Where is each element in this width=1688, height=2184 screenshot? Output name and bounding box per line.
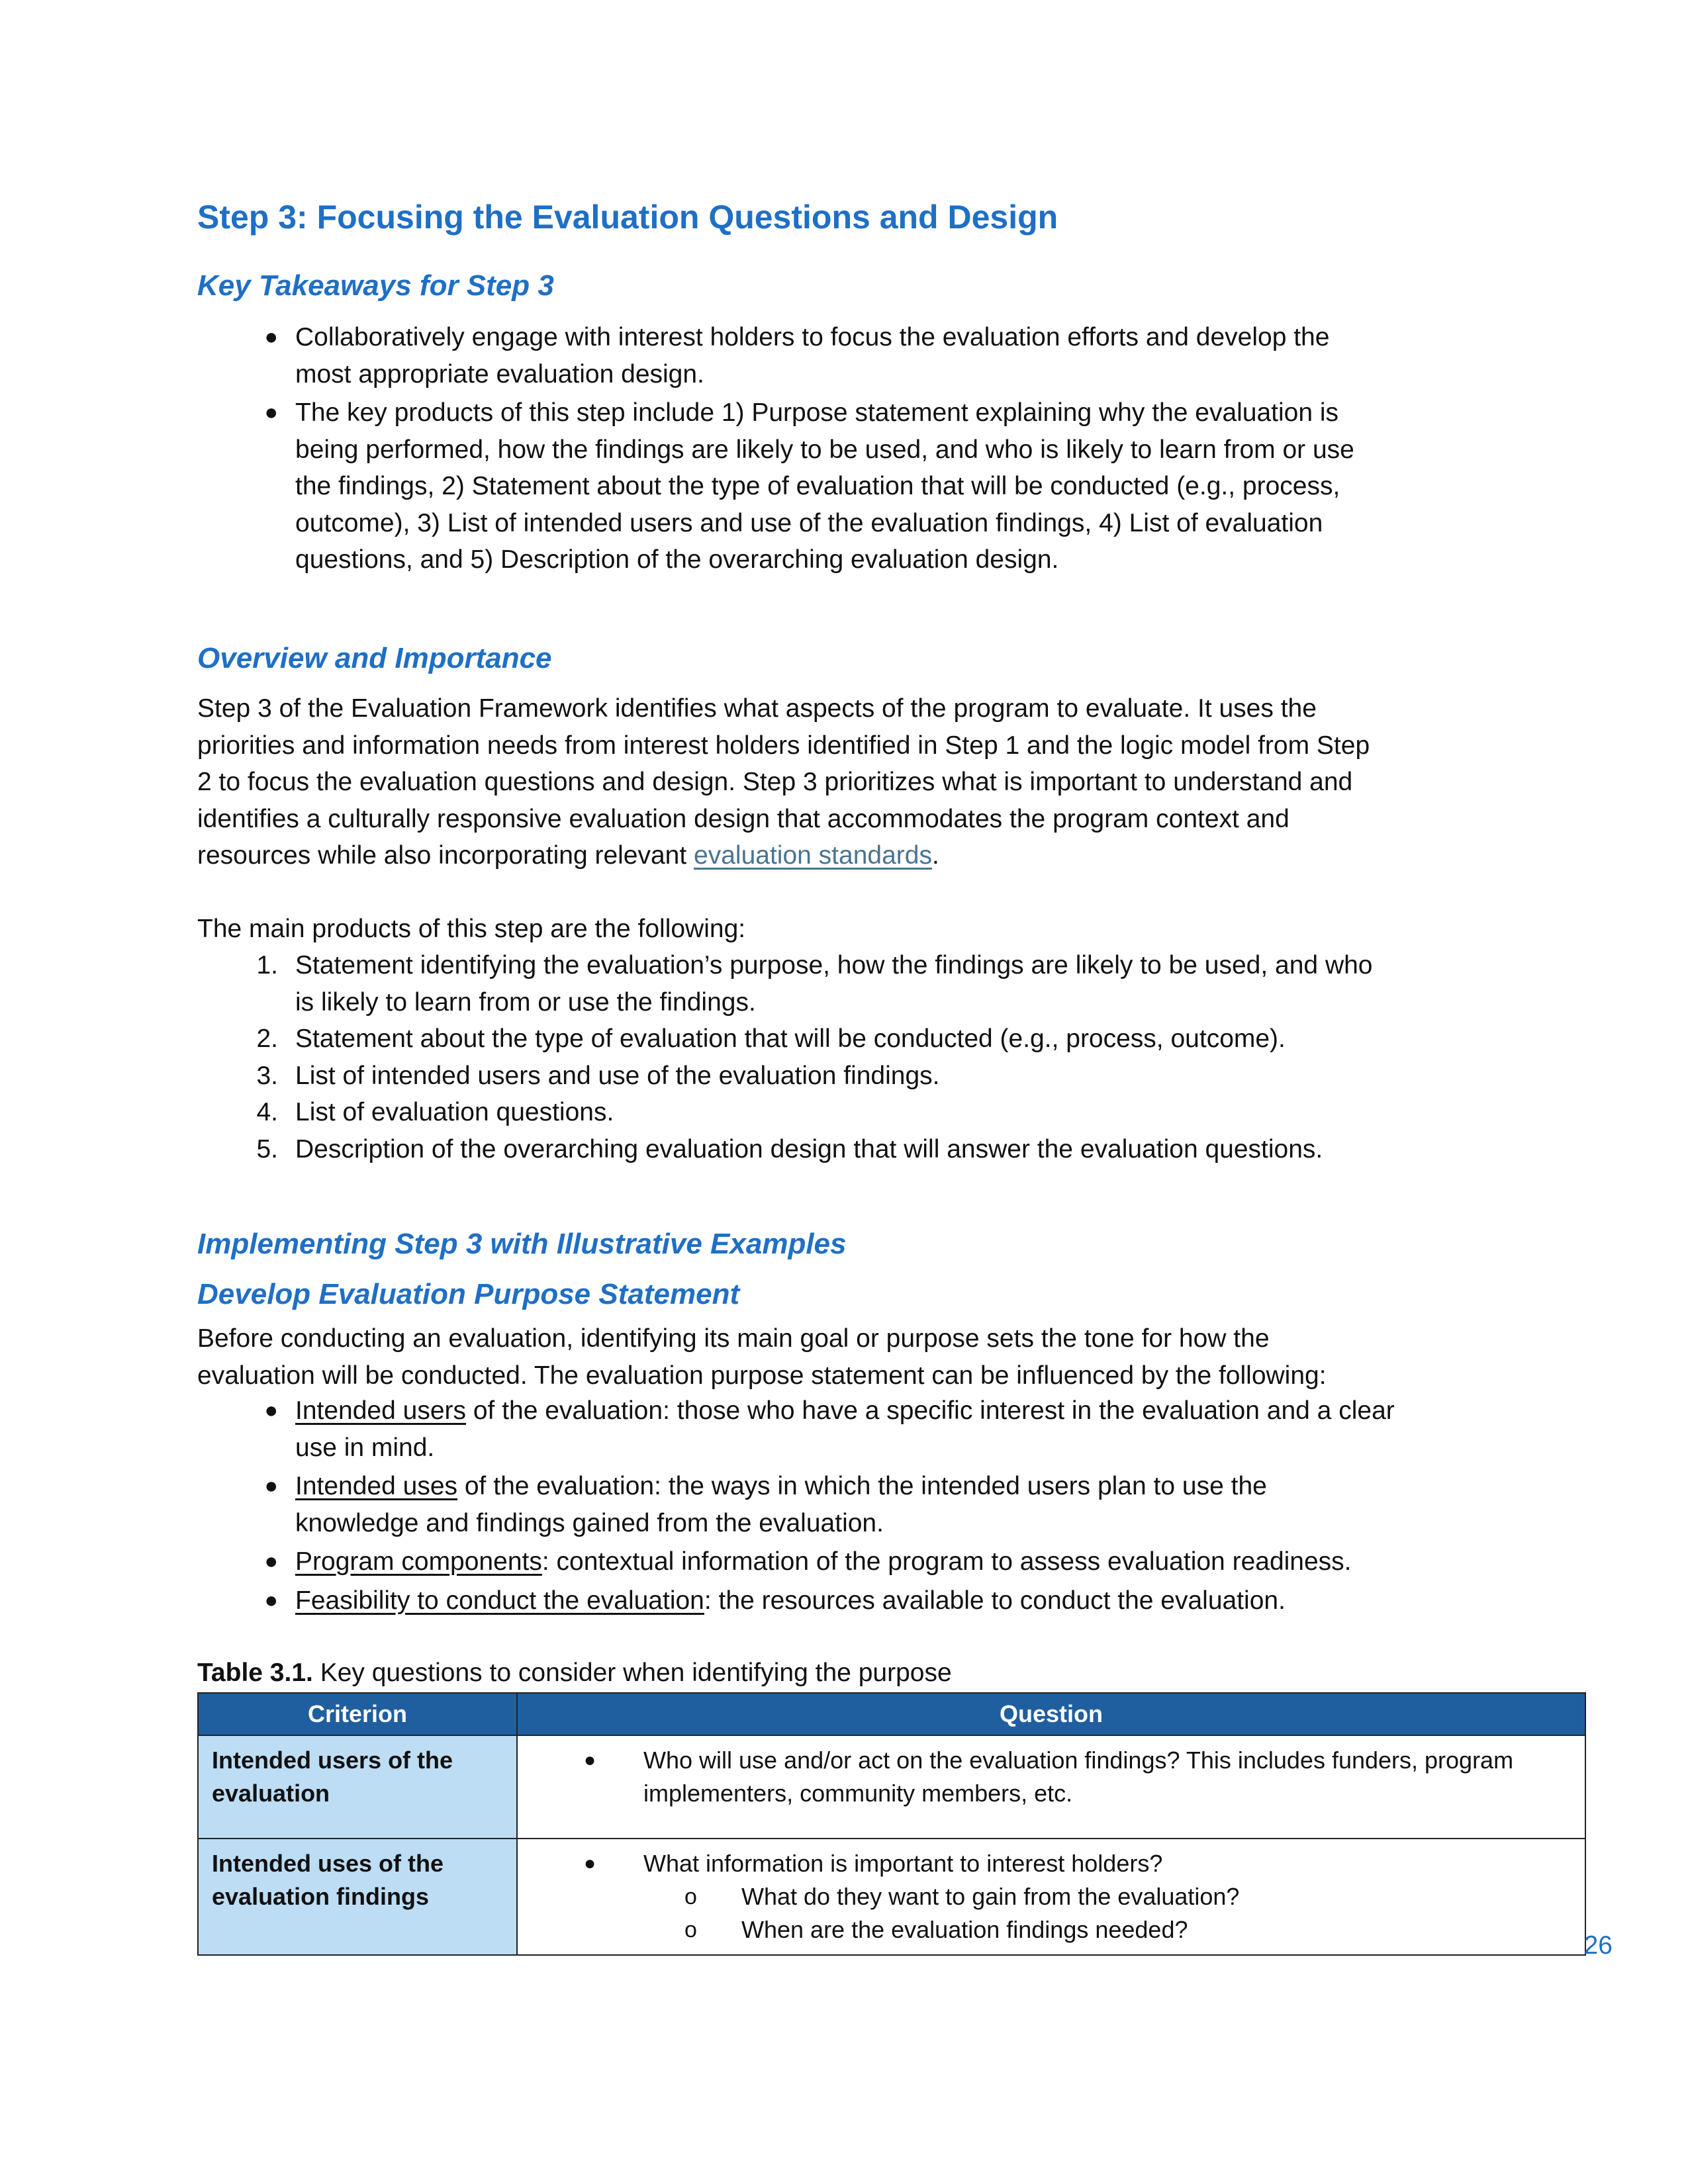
purpose-questions-table: [197, 1692, 1586, 1956]
main-products-intro: The main products of this step are the following:: [197, 915, 746, 943]
bullet-icon: ●: [264, 1587, 278, 1613]
list-item: 1. Statement identifying the evaluation’s purpose, how the findings are likely to be used, and who is likely to learn from or use the findings.: [256, 951, 1373, 1017]
criterion-cell: Intended users of the evaluation: [198, 1735, 517, 1839]
page-number: 26: [1583, 1931, 1613, 1960]
key-takeaways-list: [197, 319, 1528, 578]
table-row: [198, 1735, 1585, 1839]
question-cell: [517, 1735, 1585, 1839]
question-header: Question: [517, 1693, 1585, 1735]
question-cell: [517, 1839, 1585, 1955]
list-item: 5. Description of the overarching evaluation design that will answer the evaluation questions.: [256, 1134, 1323, 1163]
bullet-icon: ●: [264, 1398, 278, 1423]
list-item: 4. List of evaluation questions.: [256, 1098, 614, 1126]
purpose-intro-paragraph: Before conducting an evaluation, identifying its main goal or purpose sets the tone for how the evaluation will be conducted. The evaluation purpose statement can be influenced by the following:: [197, 1324, 1327, 1390]
list-item: ● Collaboratively engage with interest holders to focus the evaluation efforts and develop the most appropriate evaluation design.: [197, 319, 1528, 392]
list-item: ● Program components: contextual information of the program to assess evaluation readiness.: [197, 1543, 1528, 1580]
key-takeaways-heading: Key Takeaways for Step 3: [197, 269, 554, 302]
criterion-header: Criterion: [198, 1693, 517, 1735]
list-item: ● Who will use and/or act on the evaluation findings? This includes funders, program implementers, community members, etc.: [531, 1744, 1571, 1810]
list-item: ● What information is important to interest holders?: [531, 1847, 1571, 1880]
list-item: o What do they want to gain from the evaluation?: [531, 1880, 1571, 1913]
criterion-cell: Intended uses of the evaluation findings: [198, 1839, 517, 1955]
table-header-row: [198, 1693, 1585, 1735]
overview-heading: Overview and Importance: [197, 642, 552, 674]
circle-bullet-icon: o: [684, 1884, 697, 1909]
list-item: ● Intended users of the evaluation: those who have a specific interest in the evaluation and a clear use in mind.: [197, 1392, 1528, 1466]
bullet-icon: ●: [264, 400, 278, 425]
list-item: ● Feasibility to conduct the evaluation: the resources available to conduct the evaluation.: [197, 1582, 1528, 1619]
purpose-influences-list: [197, 1392, 1528, 1619]
page-title: Step 3: Focusing the Evaluation Questions and Design: [197, 199, 1058, 236]
bullet-icon: ●: [264, 324, 278, 349]
table-row: [198, 1839, 1585, 1955]
bullet-icon: ●: [584, 1852, 596, 1874]
bullet-icon: ●: [584, 1749, 596, 1771]
main-products-list: [197, 947, 1528, 1167]
bullet-icon: ●: [264, 1549, 278, 1574]
table-caption: Table 3.1. Key questions to consider when identifying the purpose: [197, 1659, 952, 1687]
circle-bullet-icon: o: [684, 1917, 697, 1942]
list-item: 2. Statement about the type of evaluation that will be conducted (e.g., process, outcome).: [256, 1024, 1286, 1053]
list-item: o When are the evaluation findings needed?: [531, 1913, 1571, 1946]
list-item: ● Intended uses of the evaluation: the ways in which the intended users plan to use the knowledge and findings gained from the evaluation.: [197, 1468, 1528, 1541]
purpose-statement-subheading: Develop Evaluation Purpose Statement: [197, 1278, 740, 1310]
list-item: ● The key products of this step include 1) Purpose statement explaining why the evaluation is being performed, how the findings are likely to be used, and who is likely to learn from or use the findings, 2) Statement about the type of evaluation that will be conducted (e.g., process, outcome), 3) List of intended users and use of the evaluation findings, 4) List of evaluation questions, and 5) Description of the overarching evaluation design.: [197, 394, 1528, 578]
implementing-heading: Implementing Step 3 with Illustrative Examples: [197, 1228, 847, 1260]
bullet-icon: ●: [264, 1473, 278, 1498]
list-item: 3. List of intended users and use of the evaluation findings.: [256, 1061, 940, 1090]
overview-paragraph: Step 3 of the Evaluation Framework identifies what aspects of the program to evaluate. It uses the priorities and information needs from interest holders identified in Step 1 and the logic model from Step 2 to focus the evaluation questions and design. Step 3 prioritizes what is important to understand and identifies a culturally responsive evaluation design that accommodates the program context and resources while also incorporating relevant evaluation standards.: [197, 694, 1370, 870]
evaluation-standards-link[interactable]: evaluation standards: [694, 841, 932, 870]
